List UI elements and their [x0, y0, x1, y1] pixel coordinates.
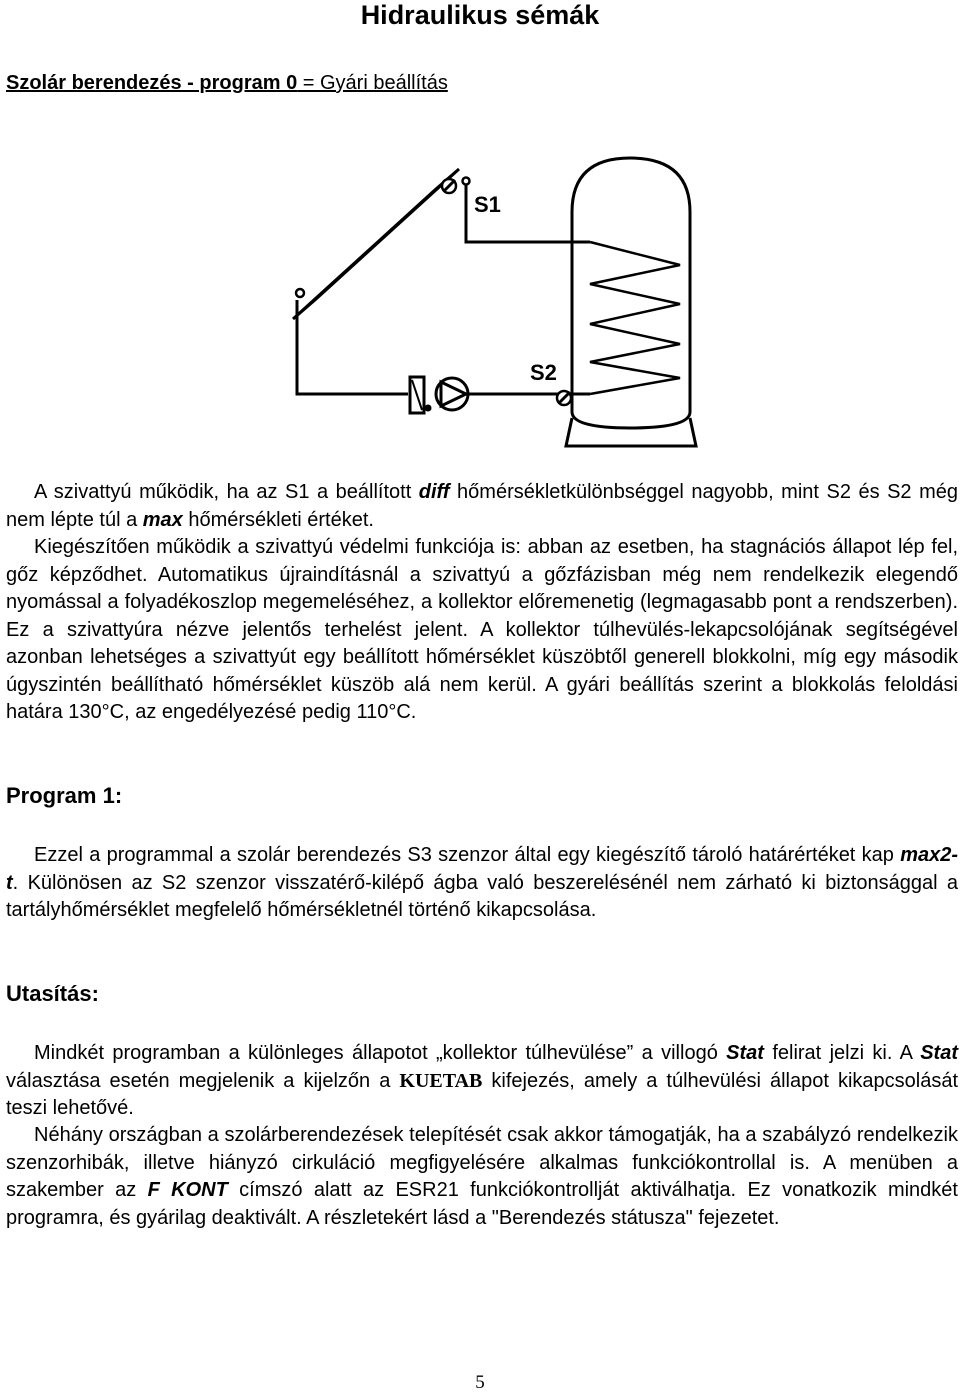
paragraph-program-1: Ezzel a programmal a szolár berendezés S3 szenzor által egy kiegészítő tároló határértéket kap max2-t. Különösen az S2 szenzor visszatérő-kilépő ágba való beszerelésénél nem zárható ki biztonsággal a tartályhőmérséklet megfelelő hőmérsékletnél történő kikapcsolása. — [6, 844, 958, 921]
paragraph-protection-function: Kiegészítően működik a szivattyú védelmi funkciója is: abban az esetben, ha stagnációs állapot lép fel, gőz képződhet. Automatikus újraindításnál a szivattyú a gőzfázisban még nem rendelkezik elegendő nyomással a folyadékoszlop megemeléséhez, a kollektor előremenetig (legmagasabb pont a rendszerben). Ez a szivattyúra nézve jelentős terhelést jelent. A kollektor túlhevülés-lekapcsolójának segítségével azonban lehetséges a szivattyút egy beállított hőmérséklet küszöbtől generell blokkolni, míg egy második úgyszintén beállítható hőmérséklet küszöb alá nem kerül. A gyári beállítás szerint a blokkolás feloldási határa 130°C, az engedélyezésé pedig 110°C. — [6, 536, 958, 723]
sensor-s2-label: S2 — [530, 360, 557, 385]
heading-program-1: Program 1: — [6, 783, 123, 808]
subtitle-factory-setting: = Gyári beállítás — [297, 72, 448, 94]
subtitle-program: Szolár berendezés - program 0 — [6, 72, 298, 94]
paragraph-function-control: Néhány országban a szolárberendezések telepítését csak akkor támogatják, ha a szabályzó rendelkezik szenzorhibák, illetve hiányzó cirkuláció megfigyelésére alkalmas funkciókontrollal is. A menüben a szakember az F KONT címszó alatt az ESR21 funkciókontrollját aktiválhatja. Ez vonatkozik mindkét programra, és gyárilag deaktivált. A részletekért lásd a "Berendezés státusza" fejezetet. — [6, 1124, 958, 1229]
heat-exchanger-coil — [590, 242, 680, 394]
hydraulic-diagram — [0, 150, 960, 460]
section-subtitle — [6, 70, 448, 96]
page-number: 5 — [475, 1372, 485, 1393]
sensor-s1-label: S1 — [474, 192, 501, 217]
paragraph-pump-operation: A szivattyú működik, ha az S1 a beállított diff hőmérsékletkülönbséggel nagyobb, mint S2 és S2 még nem lépte túl a max hőmérsékleti értéket. — [6, 481, 958, 531]
return-pipe — [297, 300, 408, 394]
page-title: Hidraulikus sémák — [360, 0, 600, 30]
pump-triangle — [441, 382, 466, 406]
solar-collector — [293, 169, 459, 319]
heading-instruction: Utasítás: — [6, 981, 99, 1006]
paragraph-instruction: Mindkét programban a különleges állapotot „kollektor túlhevülése” a villogó Stat felirat jelzi ki. A Stat választása esetén megjelenik a kijelzőn a KUETAB kifejezés, amely a túlhevülési állapot kikapcsolását teszi lehetővé. — [6, 1042, 958, 1119]
